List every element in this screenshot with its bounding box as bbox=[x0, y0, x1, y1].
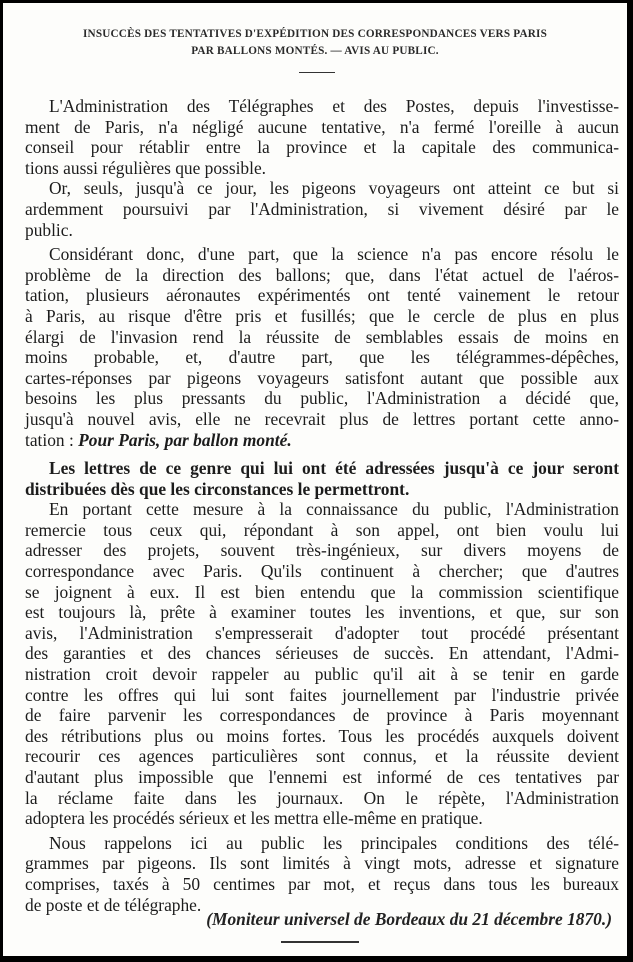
paragraph-2 bbox=[25, 178, 619, 240]
text-line: correspondance avec Paris. Qu'ils continuent à chercher; que d'autres bbox=[25, 561, 619, 582]
text-line: des garanties et des chances sérieuses de succès. En attendant, l'Admi- bbox=[25, 643, 619, 664]
text-line: ment de Paris, n'a négligé aucune tentative, n'a fermé l'oreille à aucun bbox=[25, 116, 619, 137]
paragraph-3 bbox=[25, 244, 619, 450]
title-line-1: INSUCCÈS DES TENTATIVES D'EXPÉDITION DES CORRESPONDANCES VERS PARIS bbox=[82, 28, 547, 40]
paragraph-4 bbox=[25, 458, 619, 499]
text-line: Nous rappelons ici au public les principales conditions des télé- bbox=[49, 832, 619, 853]
text-line: élargi de l'invasion rend la réussite de semblables essais de moins en bbox=[25, 326, 619, 347]
text-line: ardemment poursuivi par l'Administration, si vivement désiré par le bbox=[25, 198, 619, 219]
text-line: à Paris, au risque d'être pris et fusillés; que le cercle de plus en plus bbox=[25, 305, 619, 326]
text-line: distribuées dès que les circonstances le permettront. bbox=[25, 478, 410, 499]
text-line: est toujours là, prête à examiner toutes les inventions, et que, sur son bbox=[25, 602, 619, 623]
text-line: besoins les plus pressants du public, l'Administration a décidé que, bbox=[25, 388, 619, 409]
text-line: tions aussi régulières que possible. bbox=[25, 157, 267, 178]
closing-divider bbox=[281, 941, 359, 943]
text-line: cartes-réponses par pigeons voyageurs satisfont autant que possible aux bbox=[25, 367, 619, 388]
text-line: jusqu'à nouvel avis, elle ne recevrait plus de lettres portant cette anno- bbox=[25, 408, 619, 429]
source-citation: (Moniteur universel de Bordeaux du 21 décembre 1870.) bbox=[206, 909, 612, 929]
title-line-2: PAR BALLONS MONTÉS. — AVIS AU PUBLIC. bbox=[191, 45, 439, 57]
text-line: Considérant donc, d'une part, que la science n'a pas encore résolu le bbox=[49, 244, 619, 265]
text-line: moins probable, et, d'autre part, que les télégrammes-dépêches, bbox=[25, 347, 619, 368]
paragraph-1 bbox=[25, 96, 619, 178]
text-line: grammes par pigeons. Ils sont limités à vingt mots, adresse et signature bbox=[25, 853, 619, 874]
text-line: la réclame faite dans les journaux. On le répète, l'Administration bbox=[25, 787, 619, 808]
annotation-italic: Pour Paris, par ballon monté. bbox=[78, 429, 292, 450]
text-line bbox=[25, 430, 619, 451]
text-line: de poste et de télégraphe. bbox=[25, 894, 202, 915]
document-title bbox=[3, 26, 627, 60]
title-divider bbox=[299, 72, 335, 73]
paragraph-5 bbox=[25, 499, 619, 829]
text-line: des rétributions plus ou moins fortes. Tous les procédés auxquels doivent bbox=[25, 725, 619, 746]
text-line: recourir ces agences particulières sont connus, et la réussite devient bbox=[25, 746, 619, 767]
text-line: Les lettres de ce genre qui lui ont été adressées jusqu'à ce jour seront bbox=[49, 458, 619, 479]
text-line: avis, l'Administration s'empresserait d'adopter tout procédé présentant bbox=[25, 622, 619, 643]
text-line: contre les offres qui lui sont faites journellement par l'industrie privée bbox=[25, 684, 619, 705]
text-line: L'Administration des Télégraphes et des Postes, depuis l'investisse- bbox=[49, 96, 619, 116]
text-line: tation, plusieurs aéronautes expérimentés ont tenté vainement le retour bbox=[25, 285, 619, 306]
document-page bbox=[3, 3, 627, 956]
text-line: nistration croit devoir rappeler au public qu'il ait à se tenir en garde bbox=[25, 664, 619, 685]
annotation-prefix: tation : bbox=[25, 429, 79, 450]
text-line: de faire parvenir les correspondances de province à Paris moyennant bbox=[25, 705, 619, 726]
text-line: adresser des projets, souvent très-ingénieux, sur divers moyens de bbox=[25, 540, 619, 561]
paragraph-6 bbox=[25, 833, 619, 915]
text-line: adoptera les procédés sérieux et les mettra elle-même en pratique. bbox=[25, 808, 483, 829]
text-line: comprises, taxés à 50 centimes par mot, et reçus dans tous les bureaux bbox=[25, 873, 619, 894]
text-line: d'autant plus impossible que l'ennemi est informé de ces tentatives par bbox=[25, 767, 619, 787]
text-line: En portant cette mesure à la connaissance du public, l'Administration bbox=[49, 499, 619, 520]
document-body bbox=[25, 96, 619, 915]
text-line: conseil pour rétablir entre la province et la capitale des communica- bbox=[25, 137, 619, 158]
text-line: problème de la direction des ballons; que, dans l'état actuel de l'aéros- bbox=[25, 264, 619, 285]
text-line: remercie tous ceux qui, répondant à son appel, ont bien voulu lui bbox=[25, 519, 619, 540]
text-line: public. bbox=[25, 219, 73, 240]
text-line: se joignent à eux. Il est bien entendu que la commission scientifique bbox=[25, 581, 619, 602]
text-line: Or, seuls, jusqu'à ce jour, les pigeons voyageurs ont atteint ce but si bbox=[49, 178, 619, 199]
